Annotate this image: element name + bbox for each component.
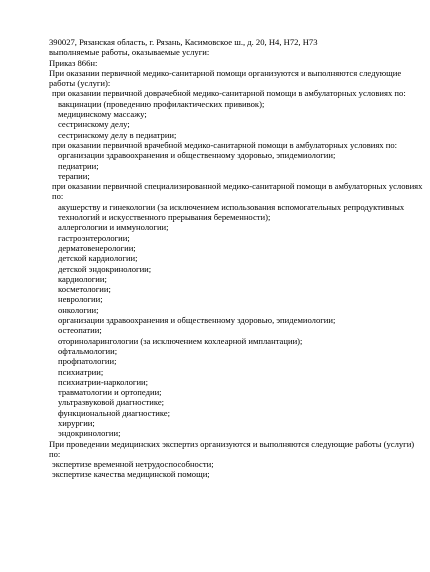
works-heading: выполняемые работы, оказываемые услуги:	[49, 47, 210, 58]
license-document	[49, 37, 424, 480]
list-item: организации здравоохранения и общественному здоровью, эпидемиологии;	[58, 150, 336, 161]
section1-intro: При оказании первичной медико-санитарной помощи организуются и выполняются следующие работы (услуги):	[49, 67, 402, 89]
list-item: вакцинации (проведению профилактических прививок);	[58, 98, 265, 109]
address-line: 390027, Рязанская область, г. Рязань, Касимовское ш., д. 20, Н4, Н72, Н73	[49, 37, 318, 47]
sub1-list	[49, 99, 424, 140]
sub2-list	[49, 150, 424, 181]
list-item: неврологии;	[58, 294, 103, 305]
list-item: функциональной диагностике;	[58, 407, 171, 418]
order-line: Приказ 866н:	[49, 57, 98, 68]
list-item: онкологии;	[58, 304, 99, 315]
list-item: педиатрии;	[58, 160, 99, 171]
list-item: гастроэнтерологии;	[58, 232, 130, 243]
list-item: экспертизе качества медицинской помощи;	[52, 469, 210, 480]
list-item: организации здравоохранения и общественному здоровью, эпидемиологии;	[58, 315, 336, 326]
sub3-list	[49, 222, 424, 438]
sub1-title: при оказании первичной доврачебной медико-санитарной помощи в амбулаторных условиях по:	[52, 88, 406, 99]
list-item: профпатологии;	[58, 356, 117, 367]
list-item: офтальмологии;	[58, 345, 118, 356]
sub3-title: при оказании первичной специализированной медико-санитарной помощи в амбулаторных условиях по:	[52, 181, 423, 202]
list-item: кардиологии;	[58, 273, 107, 284]
list-item: экспертизе временной нетрудоспособности;	[52, 459, 214, 470]
list-item: остеопатии;	[58, 325, 102, 336]
list-item: терапии;	[58, 170, 90, 181]
section2-list	[49, 459, 424, 480]
list-item: оториноларингологии (за исключением кохлеарной имплантации);	[58, 335, 303, 346]
list-item: акушерству и гинекологии (за исключением использования вспомогательных репродуктивных технологий и искусственного прерывания беременности);	[58, 201, 405, 223]
section2-intro: При проведении медицинских экспертиз организуются и выполняются следующие работы (услуги) по:	[49, 438, 415, 459]
list-item: сестринскому делу в педиатрии;	[58, 129, 177, 140]
list-item: психиатрии-наркологии;	[58, 376, 149, 387]
list-item: хирургии;	[58, 417, 95, 428]
list-item: медицинскому массажу;	[58, 109, 147, 120]
list-item: сестринскому делу;	[58, 119, 130, 130]
list-item: косметологии;	[58, 284, 111, 295]
list-item: травматологии и ортопедии;	[58, 387, 162, 398]
list-item: детской эндокринологии;	[58, 263, 152, 274]
list-item: дерматовенерологии;	[58, 242, 136, 253]
sub2-title: при оказании первичной врачебной медико-санитарной помощи в амбулаторных условиях по:	[52, 139, 398, 150]
list-item: аллергологии и иммунологии;	[58, 222, 169, 233]
list-item: ультразвуковой диагностике;	[58, 397, 165, 408]
list-item: психиатрии;	[58, 366, 104, 377]
list-item: эндокринологии;	[58, 428, 121, 439]
list-item: детской кардиологии;	[58, 253, 138, 264]
